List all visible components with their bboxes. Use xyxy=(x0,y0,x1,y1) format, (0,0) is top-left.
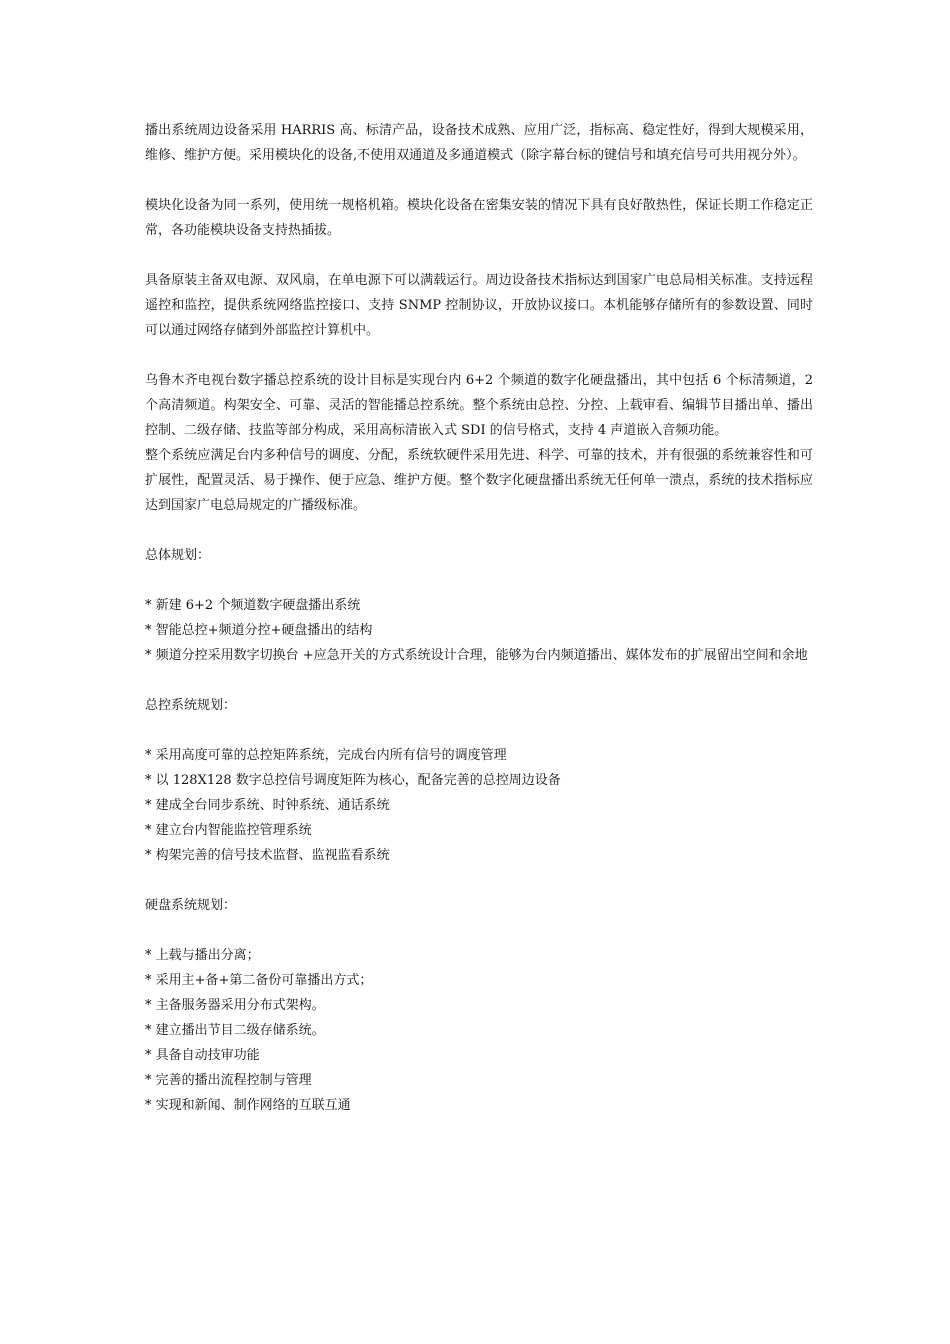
list-item: * 智能总控+频道分控+硬盘播出的结构 xyxy=(145,623,373,638)
list-item: * 实现和新闻、制作网络的互联互通 xyxy=(145,1098,351,1113)
document-page xyxy=(145,118,813,1118)
list-item: * 建成全台同步系统、时钟系统、通话系统 xyxy=(145,798,390,813)
list-item: * 具备自动技审功能 xyxy=(145,1048,260,1063)
list-item: * 频道分控采用数字切换台 +应急开关的方式系统设计合理，能够为台内频道播出、媒体发布的扩展留出空间和余地 xyxy=(145,648,808,663)
list-item: * 建立台内智能监控管理系统 xyxy=(145,823,312,838)
list-item: * 完善的播出流程控制与管理 xyxy=(145,1073,312,1088)
paragraph-design-goal: 乌鲁木齐电视台数字播总控系统的设计目标是实现台内 6+2 个频道的数字化硬盘播出，其中包括 6 个标清频道，2 个高清频道。构架安全、可靠、灵活的智能播总控系统。整个系统由总控、分控、上载审看、编辑节目播出单、播出控制、二级存储、技监等部分构成，采用高标清嵌入式 SDI 的信号格式，支持 4 声道嵌入音频功能。 xyxy=(145,373,813,438)
paragraph-equipment: 播出系统周边设备采用 HARRIS 高、标清产品，设备技术成熟、应用广泛，指标高、稳定性好，得到大规模采用，维修、维护方便。采用模块化的设备,不使用双通道及多通道模式（除字幕台标的键信号和填充信号可共用视分外）。 xyxy=(145,123,813,163)
list-item: * 采用高度可靠的总控矩阵系统，完成台内所有信号的调度管理 xyxy=(145,748,507,763)
list-item: * 构架完善的信号技术监督、监视监看系统 xyxy=(145,848,390,863)
list-item: * 采用主+备+第二备份可靠播出方式； xyxy=(145,973,373,988)
list-item: * 上载与播出分离； xyxy=(145,948,260,963)
paragraph-requirements: 整个系统应满足台内多种信号的调度、分配，系统软硬件采用先进、科学、可靠的技术，并有很强的系统兼容性和可扩展性，配置灵活、易于操作、便于应急、维护方便。整个数字化硬盘播出系统无任何单一溃点，系统的技术指标应达到国家广电总局规定的广播级标准。 xyxy=(145,448,813,513)
list-item: * 建立播出节目二级存储系统。 xyxy=(145,1023,325,1038)
list-disk-system xyxy=(145,943,813,1118)
section-title-master-control: 总控系统规划： xyxy=(145,698,237,713)
list-overall xyxy=(145,593,813,668)
list-item: * 以 128X128 数字总控信号调度矩阵为核心，配备完善的总控周边设备 xyxy=(145,773,561,788)
section-title-overall: 总体规划： xyxy=(145,548,211,563)
list-item: * 新建 6+2 个频道数字硬盘播出系统 xyxy=(145,598,361,613)
paragraph-modular: 模块化设备为同一系列，使用统一规格机箱。模块化设备在密集安装的情况下具有良好散热性，保证长期工作稳定正常，各功能模块设备支持热插拔。 xyxy=(145,198,813,238)
paragraph-power: 具备原装主备双电源、双风扇，在单电源下可以满载运行。周边设备技术指标达到国家广电总局相关标准。支持远程遥控和监控，提供系统网络监控接口、支持 SNMP 控制协议，开放协议接口。本机能够存储所有的参数设置、同时可以通过网络存储到外部监控计算机中。 xyxy=(145,273,813,338)
list-master-control xyxy=(145,743,813,868)
section-title-disk-system: 硬盘系统规划： xyxy=(145,898,237,913)
list-item: * 主备服务器采用分布式架构。 xyxy=(145,998,325,1013)
